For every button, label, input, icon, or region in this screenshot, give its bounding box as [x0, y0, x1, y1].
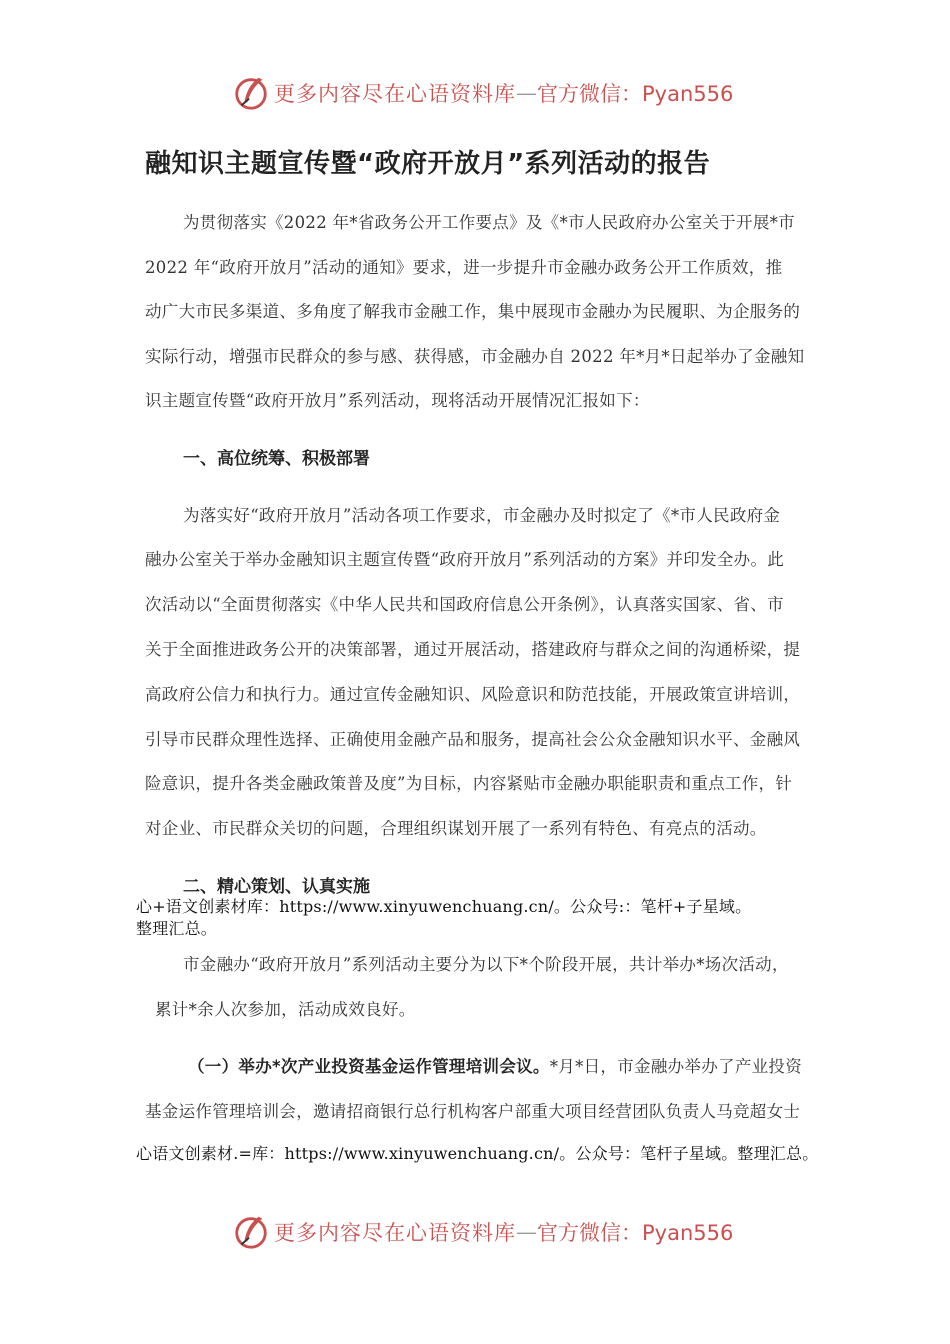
banner-separator: —: [516, 1220, 537, 1244]
watermark-text: 整理汇总。: [136, 919, 218, 938]
quill-logo-icon: [232, 74, 270, 112]
intro-line: 识主题宣传暨“政府开放月”系列活动，现将活动开展情况汇报如下：: [145, 391, 650, 410]
intro-line: 实际行动，增强市民群众的参与感、获得感，市金融办自 2022 年*月*日起举办了金融知: [145, 347, 805, 366]
intro-line: 动广大市民多渠道、多角度了解我市金融工作，集中展现市金融办为民履职、为企服务的: [145, 302, 801, 321]
item1-line: 基金运作管理培训会，邀请招商银行总行机构客户部重大项目经营团队负责人马竞超女士: [145, 1102, 801, 1121]
banner-separator: —: [516, 81, 537, 105]
section1-line: 高政府公信力和执行力。通过宣传金融知识、风险意识和防范技能，开展政策宣讲培训，: [145, 685, 801, 704]
section1-line: 对企业、市民群众关切的问题，合理组织谋划开展了一系列有特色、有亮点的活动。: [145, 819, 767, 838]
intro-line: 2022 年“政府开放月”活动的通知》要求，进一步提升市金融办政务公开工作质效，推: [145, 258, 783, 277]
section2-line: 累计*余人次参加，活动成效良好。: [155, 1000, 416, 1019]
banner-text: 更多内容尽在心语资料库: [274, 1221, 516, 1245]
section2-line: 市金融办“政府开放月”系列活动主要分为以下*个阶段开展，共计举办*场次活动，: [183, 955, 789, 974]
item1-line: [188, 1053, 802, 1077]
section1-line: 险意识，提升各类金融政策普及度”为目标，内容紧贴市金融办职能职责和重点工作，针: [145, 774, 793, 793]
banner-wechat: 官方微信：Pyan556: [537, 1221, 734, 1245]
section1-line: 关于全面推进政务公开的决策部署，通过开展活动，搭建政府与群众之间的沟通桥梁，提: [145, 640, 801, 659]
section-heading-2: 二、精心策划、认真实施: [183, 877, 370, 897]
section1-line: 引导市民群众理性选择、正确使用金融产品和服务，提高社会公众金融知识水平、金融风: [145, 730, 801, 749]
intro-line: 为贯彻落实《2022 年*省政务公开工作要点》及《*市人民政府办公室关于开展*市: [183, 213, 795, 232]
quill-logo-icon: [232, 1213, 270, 1251]
banner-wechat: 官方微信：Pyan556: [537, 82, 734, 106]
section1-line: 融办公室关于举办金融知识主题宣传暨“政府开放月”系列活动的方案》并印发全办。此: [145, 550, 785, 569]
section1-line: 次活动以“全面贯彻落实《中华人民共和国政府信息公开条例》，认真落实国家、省、市: [145, 595, 784, 614]
item1-heading: （一）举办*次产业投资基金运作管理培训会议。: [188, 1057, 550, 1076]
footer-banner: [232, 1212, 733, 1252]
watermark-text: 心+语文创素材库：https://www.xinyuwenchuang.cn/。公众号:：笔杆+子星域。: [136, 897, 752, 916]
banner-text: 更多内容尽在心语资料库: [274, 82, 516, 106]
section-heading-1: 一、高位统筹、积极部署: [183, 449, 370, 469]
header-banner: [232, 73, 733, 113]
watermark-text: 心语文创素材.=库：https://www.xinyuwenchuang.cn/。公众号：笔杆子星域。整理汇总。: [136, 1144, 819, 1163]
item1-text: *月*日，市金融办举办了产业投资: [549, 1057, 803, 1076]
section1-line: 为落实好“政府开放月”活动各项工作要求，市金融办及时拟定了《*市人民政府金: [183, 506, 781, 525]
document-title: 融知识主题宣传暨“政府开放月”系列活动的报告: [145, 149, 711, 179]
